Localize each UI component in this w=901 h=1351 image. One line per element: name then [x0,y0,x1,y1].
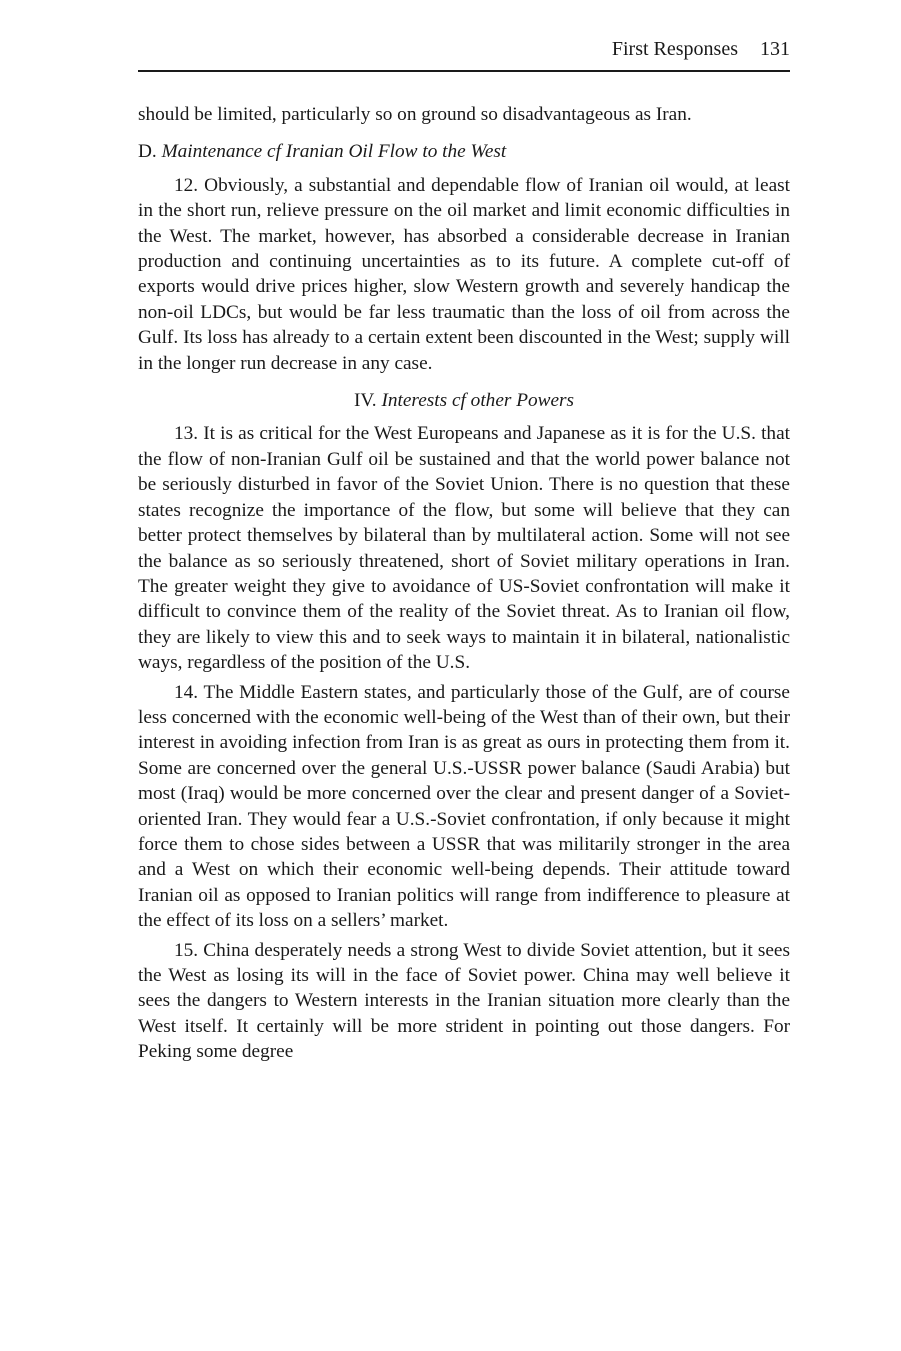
paragraph-13: 13. It is as critical for the West Europeans and Japanese as it is for the U.S. that the flow of non-Iranian Gulf oil be sustained and that the world power balance not be seriously disturbed in favor of the Soviet Union. There is no question that these states recognize the importance of the flow, but some will believe that they can better protect themselves by bilateral than by multilateral action. Some will not see the balance as so seriously threatened, short of Soviet military operations in Iran. The greater weight they give to avoidance of US-Soviet confrontation will make it difficult to convince them of the reality of the Soviet threat. As to Iranian oil flow, they are likely to view this and to seek ways to maintain it in bilateral, nationalistic ways, regardless of the position of the U.S. [138,423,790,674]
paragraph-14: 14. The Middle Eastern states, and particularly those of the Gulf, are of course less concerned with the economic well-being of the West than of their own, but their interest in avoiding infection from Iran is as great as ours in protecting them from it. Some are concerned over the general U.S.-USSR power balance (Saudi Arabia) but most (Iraq) would be more concerned over the clear and present danger of a Soviet-oriented Iran. They would fear a U.S.-Soviet confrontation, if only because it might force them to chose sides between a USSR that was militarily stronger in the area and a West on which their economic well-being depends. Their attitude toward Iranian oil as opposed to Iranian politics will range from indifference to pleasure at the effect of its loss on a sellers’ market. [138,681,790,932]
book-page [138,38,790,1065]
paragraph-continued: should be limited, particularly so on ground so disadvantageous as Iran. [138,104,692,125]
paragraph-15: 15. China desperately needs a strong West to divide Soviet attention, but it sees the West as losing its will in the face of Soviet power. China may well believe it sees the dangers to Western interests in the Iranian situation more clearly than the West itself. It certainly will be more strident in pointing out those dangers. For Peking some degree [138,939,790,1063]
running-header [138,38,790,72]
body-text [138,102,790,1065]
section-numeral: IV. [353,390,382,412]
section-title: Interests cf other Powers [381,390,575,412]
running-title: First Responses [611,38,738,60]
section-title: Maintenance cf Iranian Oil Flow to the West [161,141,507,163]
section-heading-d [138,139,790,164]
paragraph-12: 12. Obviously, a substantial and dependable flow of Iranian oil would, at least in the short run, relieve pressure on the oil market and limit economic difficulties in the West. The market, however, has absorbed a considerable decrease in Iranian production and continuing uncertainties as to its future. A complete cut-off of exports would drive prices higher, slow Western growth and severely handicap the non-oil LDCs, but would be far less traumatic than the loss of oil from across the Gulf. Its loss has already to a certain extent been discounted in the West; supply will in the longer run decrease in any case. [138,174,790,374]
section-letter: D. [138,141,162,163]
page-number: 131 [760,38,790,60]
section-heading-iv [138,388,790,413]
